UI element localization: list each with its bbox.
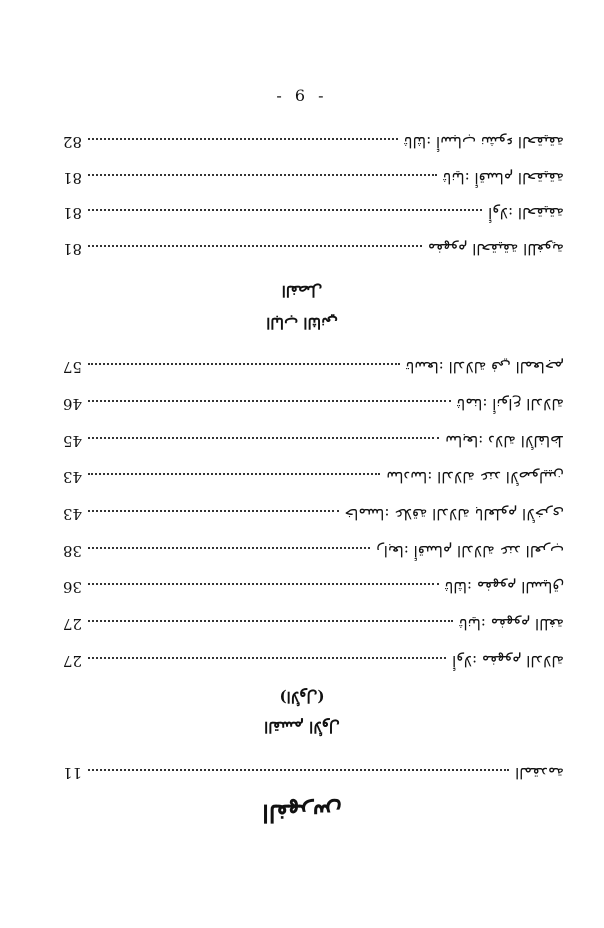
dot-leader	[88, 510, 339, 512]
toc-entry-title: المقدمة	[515, 764, 564, 782]
dot-leader	[88, 583, 439, 585]
dot-leader	[88, 437, 439, 439]
toc-entry[interactable]	[54, 764, 564, 788]
toc-entry-page: 38	[62, 542, 82, 560]
toc-entry[interactable]	[54, 240, 564, 264]
dot-leader	[88, 400, 451, 402]
toc-entry-page: 43	[62, 505, 82, 523]
toc-entry-title: ثانيا: أقسام الحقيقة	[442, 169, 564, 187]
toc-entry-page: 57	[62, 358, 82, 376]
dot-leader	[88, 769, 509, 771]
toc-entry[interactable]	[54, 615, 564, 639]
toc-entry[interactable]	[54, 468, 564, 492]
toc-entry-page: 82	[62, 133, 82, 151]
dot-leader	[88, 138, 398, 140]
toc-entry-title: خامسا: علاقة الدلالة بالعلوم الأخرى	[344, 505, 564, 523]
toc-entry-title: أولا: مفهوم الدلالة	[452, 652, 564, 670]
toc-entry-title: ثالثا: أسباب نشوء الحقيقة	[403, 133, 564, 151]
part-heading: الباب الثاني	[266, 314, 338, 332]
toc-entry-page: 43	[62, 468, 82, 486]
toc-entry-page: 81	[62, 204, 82, 222]
dot-leader	[88, 174, 437, 176]
dot-leader	[88, 657, 446, 659]
part-subheading: (الأول)	[279, 688, 325, 706]
toc-entry-title: تاسعا: الدلالة في المعاجم	[405, 358, 564, 376]
toc-entry-page: 11	[62, 764, 82, 782]
toc-entry-page: 27	[62, 615, 82, 633]
dot-leader	[88, 209, 482, 211]
toc-entry-title: مفهوم الحقيقة اللغوية	[427, 240, 564, 258]
toc-entry-title: أولا: الحقيقة	[488, 204, 564, 222]
toc-entry[interactable]	[54, 133, 564, 157]
dot-leader	[88, 363, 400, 365]
dot-leader	[88, 620, 453, 622]
toc-entry-title: سابعا: دلالة الألفاظ	[445, 432, 564, 450]
toc-entry-title: سادسا: الدلالة عند الأصوليين	[386, 468, 564, 486]
toc-entry[interactable]	[54, 432, 564, 456]
part-subheading: الفصل	[281, 282, 323, 300]
toc-entry-title: ثالثا: مفهوم السياق	[444, 578, 564, 596]
dot-leader	[88, 245, 422, 247]
toc-entry-page: 81	[62, 169, 82, 187]
toc-entry[interactable]	[54, 505, 564, 529]
dot-leader	[88, 473, 380, 475]
toc-entry-page: 46	[62, 395, 82, 413]
toc-entry-page: 36	[62, 578, 82, 596]
toc-entry-title: ثانيا: مفهوم اللغة	[458, 615, 564, 633]
toc-entry[interactable]	[54, 542, 564, 566]
toc-main-heading: الفهرس	[262, 799, 342, 828]
toc-entry[interactable]	[54, 204, 564, 228]
toc-entry-title: رابعا: أقسام الدلالة عند العرب	[376, 542, 564, 560]
toc-entry[interactable]	[54, 358, 564, 382]
toc-entry-page: 81	[62, 240, 82, 258]
toc-entry[interactable]	[54, 578, 564, 602]
part-heading: القسم الأول	[264, 718, 340, 736]
dot-leader	[88, 547, 370, 549]
toc-entry-title: ثامنا: أنواع الدلالة	[456, 395, 564, 413]
toc-entry[interactable]	[54, 169, 564, 193]
toc-entry[interactable]	[54, 652, 564, 676]
toc-entry-page: 27	[62, 652, 82, 670]
toc-entry-page: 45	[62, 432, 82, 450]
toc-entry[interactable]	[54, 395, 564, 419]
page-number: - 6 -	[276, 86, 328, 105]
